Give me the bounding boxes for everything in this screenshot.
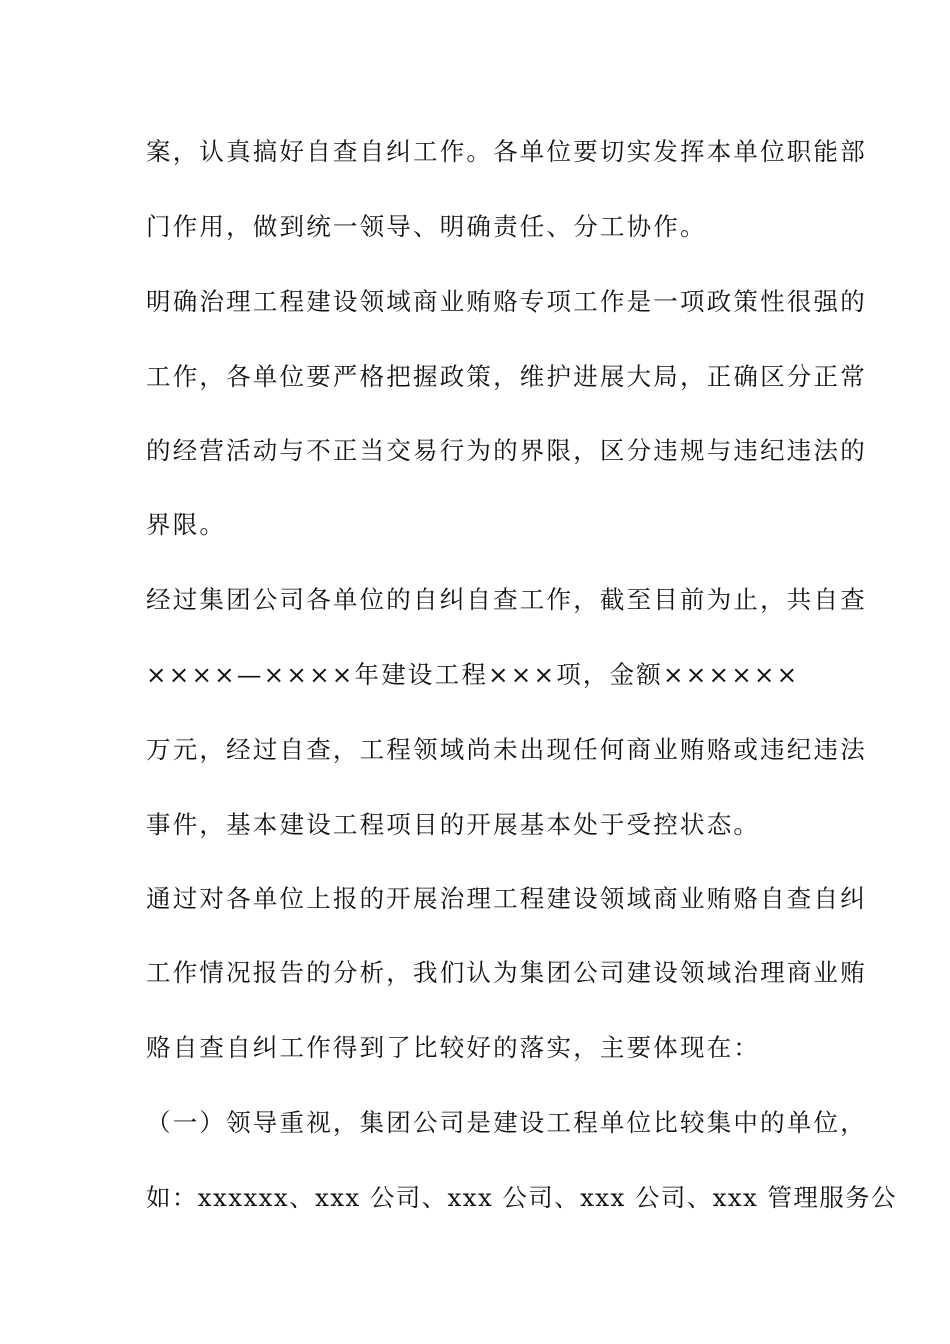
text-line: 如：xxxxxx、xxx 公司、xxx 公司、xxx 公司、xxx 管理服务公 — [146, 1183, 897, 1212]
text-line: 门作用，做到统一领导、明确责任、分工协作。 — [146, 212, 707, 241]
text-line: 事件，基本建设工程项目的开展基本处于受控状态。 — [146, 810, 761, 839]
text-line: 通过对各单位上报的开展治理工程建设领域商业贿赂自查自纠 — [146, 884, 867, 913]
text-line: （一）领导重视，集团公司是建设工程单位比较集中的单位， — [146, 1108, 867, 1137]
text-line: 赂自查自纠工作得到了比较好的落实，主要体现在： — [146, 1033, 761, 1062]
text-line: 工作情况报告的分析，我们认为集团公司建设领域治理商业贿 — [146, 958, 867, 987]
text-line: 工作，各单位要严格把握政策，维护进展大局，正确区分正常 — [146, 362, 867, 391]
text-line: 案，认真搞好自查自纠工作。各单位要切实发挥本单位职能部 — [146, 137, 867, 166]
text-line: 明确治理工程建设领域商业贿赂专项工作是一项政策性很强的 — [146, 287, 867, 316]
text-line: 经过集团公司各单位的自纠自查工作，截至目前为止，共自查 — [146, 585, 867, 614]
text-line: 万元，经过自查，工程领域尚未出现任何商业贿赂或违纪违法 — [146, 735, 867, 764]
text-line: 的经营活动与不正当交易行为的界限，区分违规与违纪违法的 — [146, 436, 867, 465]
text-line: 界限。 — [146, 510, 227, 539]
text-line: ××××—××××年建设工程×××项，金额×××××× — [146, 660, 800, 689]
